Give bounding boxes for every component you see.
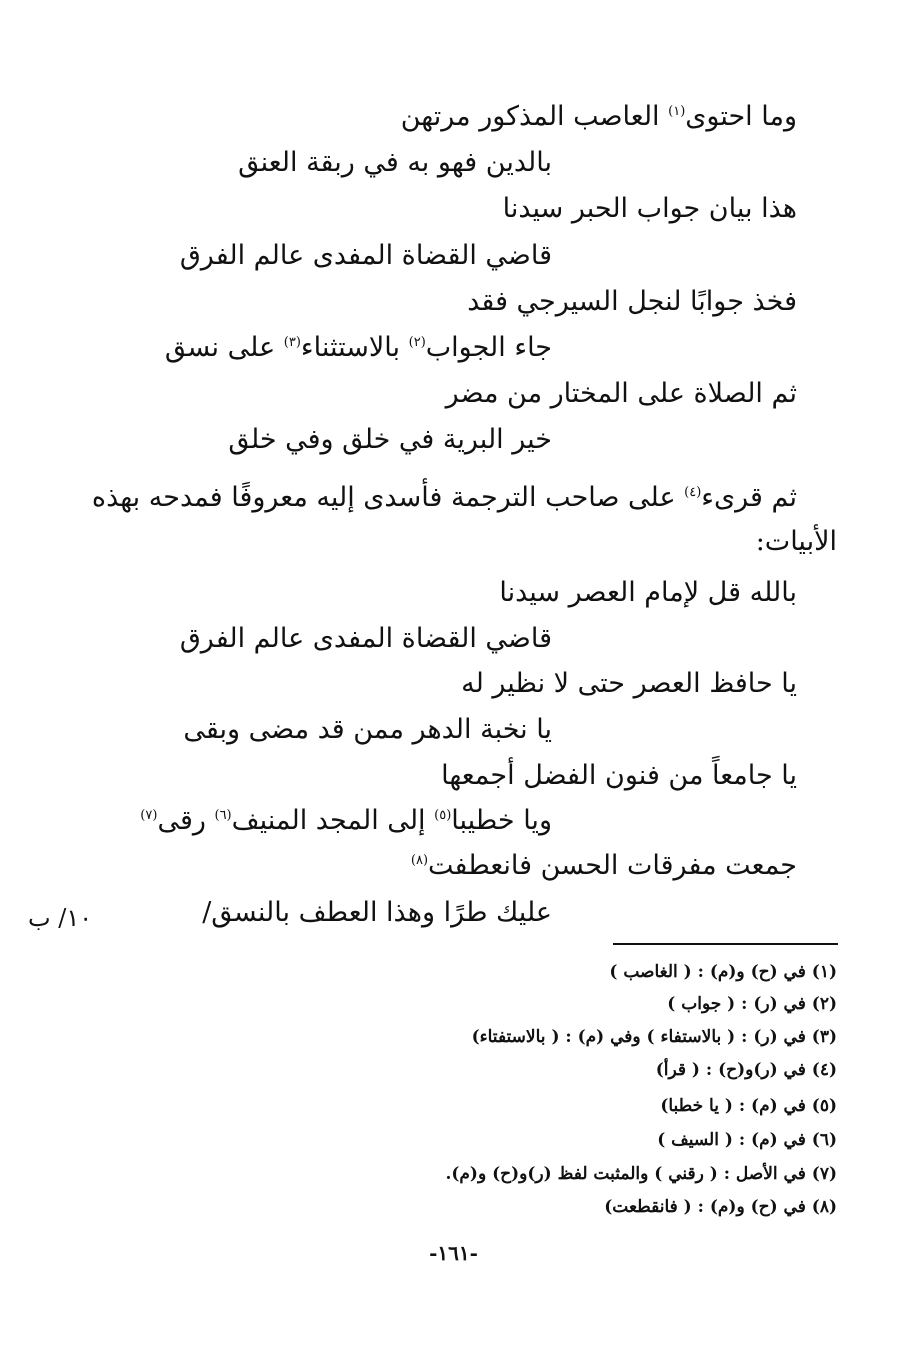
text: جمعت مفرقات الحسن فانعطفت [428,850,797,881]
poem1-line-2: بالدين فهو به في ربقة العنق [238,147,552,178]
poem2-line-5: يا جامعاً من فنون الفضل أجمعها [441,760,797,791]
footnote-1: (١) في (ح) و(م) : ( الغاصب ) [609,962,837,982]
footnote-ref: (٧) [140,808,158,823]
text: ويا خطيبا [451,805,552,836]
prose-line-1 [70,478,797,518]
text: وما احتوى [685,101,797,132]
poem1-line-6 [165,328,552,368]
footnote-ref: (٥) [434,808,452,823]
footnote-3: (٣) في (ر) : ( بالاستفاء ) وفي (م) : ( بالاستفتاء) [471,1027,837,1047]
poem1-line-7: ثم الصلاة على المختار من مضر [445,378,797,409]
text: على نسق [164,332,284,363]
poem2-line-2: قاضي القضاة المفدى عالم الفرق [179,623,552,654]
poem2-line-7 [411,846,797,886]
text: إلى المجد المنيف [231,805,435,836]
text: رقى [157,805,215,836]
footnote-8: (٨) في (ح) و(م) : ( فانقطعت) [604,1197,837,1217]
footnote-separator [613,943,838,945]
footnote-ref: (٤) [684,485,702,500]
footnote-7: (٧) في الأصل : ( رقني ) والمثبت لفظ (ر)و(ح) و(م). [445,1164,837,1184]
poem1-line-4: قاضي القضاة المفدى عالم الفرق [179,240,552,271]
footnote-6: (٦) في (م) : ( السيف ) [657,1130,837,1150]
poem2-line-8: عليك طرًا وهذا العطف بالنسق/ [202,897,552,928]
footnote-ref: (٢) [408,335,426,350]
prose-line-2: الأبيات: [755,526,837,557]
text: بالاستثناء [300,332,409,363]
poem1-line-8: خير البرية في خلق وفي خلق [228,424,552,455]
poem2-line-1: بالله قل لإمام العصر سيدنا [499,577,797,608]
poem1-line-1 [401,97,797,137]
footnote-2: (٢) في (ر) : ( جواب ) [667,994,837,1014]
poem1-line-5: فخذ جوابًا لنجل السيرجي فقد [467,286,797,317]
footnote-ref: (٨) [410,853,429,868]
text: ثم قرىء [701,482,797,513]
text: العاصب المذكور مرتهن [400,101,669,132]
footnote-ref: (٦) [214,808,232,823]
poem2-line-4: يا نخبة الدهر ممن قد مضى وبقى [183,714,552,745]
page-number: -١٦١- [429,1241,478,1265]
poem2-line-3: يا حافظ العصر حتى لا نظير له [461,668,797,699]
footnote-ref: (٣) [283,335,301,350]
poem2-line-6 [140,801,552,841]
text: على صاحب الترجمة فأسدى إليه معروفًا فمدحه بهذه [91,482,685,513]
footnote-4: (٤) في (ر)و(ح) : ( قرأ) [655,1060,837,1080]
footnote-ref: (١) [668,104,686,119]
footnote-5: (٥) في (م) : ( يا خطبا) [660,1096,837,1116]
poem1-line-3: هذا بيان جواب الحبر سيدنا [502,193,797,224]
text: جاء الجواب [425,332,552,363]
folio-marker: ١٠/ ب [28,904,93,932]
